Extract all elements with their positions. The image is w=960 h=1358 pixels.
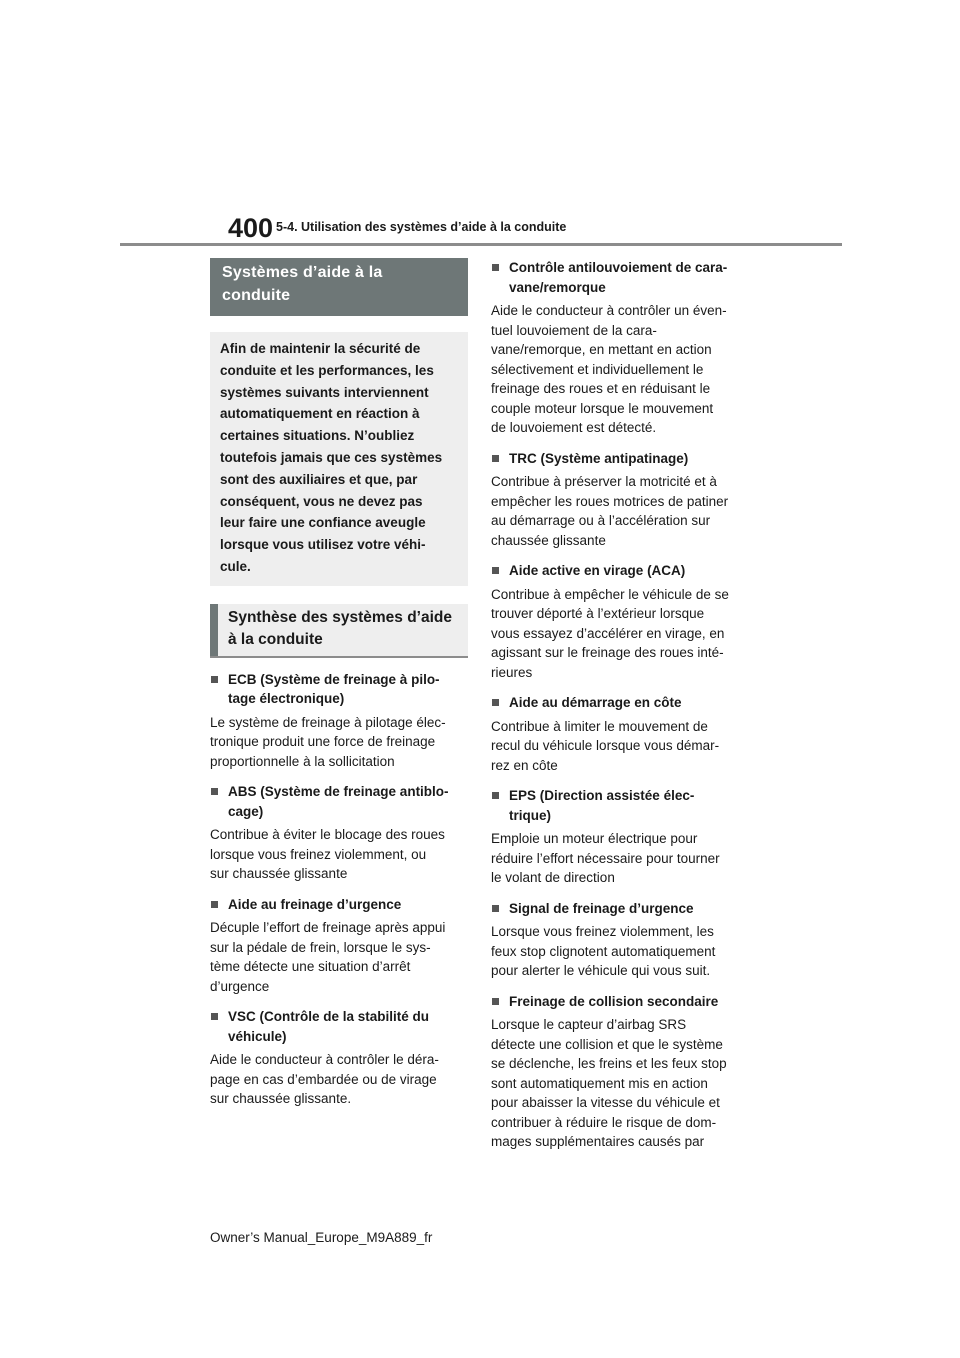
- body-line: proportionnelle à la sollicitation: [210, 753, 395, 769]
- body-line: Contribue à préserver la motricité et à: [491, 474, 717, 489]
- item-title-line: cage): [228, 803, 264, 819]
- body-line: pour alerter le véhicule qui vous suit.: [491, 963, 711, 978]
- square-bullet-icon: [492, 567, 499, 574]
- item-body: [491, 585, 749, 683]
- body-line: mages supplémentaires causés par: [491, 1134, 705, 1149]
- intro-line: systèmes suivants interviennent: [220, 384, 429, 400]
- body-line: tronique produit une force de freinage: [210, 734, 436, 750]
- intro-line: certaines situations. N’oubliez: [220, 428, 415, 444]
- item-title: [210, 670, 468, 709]
- section-banner: [210, 258, 468, 316]
- intro-line: conséquent, vous ne devez pas: [220, 493, 423, 509]
- body-line: Contribue à limiter le mouvement de: [491, 718, 708, 734]
- intro-line: conduite et les performances, les: [220, 362, 434, 378]
- square-bullet-icon: [492, 998, 499, 1005]
- item-title-line: Contrôle antilouvoiement de cara-: [509, 260, 728, 275]
- body-line: rez en côte: [491, 757, 558, 773]
- item-body: [491, 1015, 749, 1152]
- body-line: chaussée glissante: [491, 532, 606, 548]
- item-title-line: véhicule): [228, 1028, 287, 1044]
- body-line: feux stop clignotent automatiquement: [491, 943, 716, 959]
- item-title-line: vane/remorque: [509, 279, 606, 295]
- system-list-left: [210, 670, 468, 1109]
- item-body: [491, 922, 749, 981]
- system-item-eps: [491, 786, 749, 888]
- intro-line: Afin de maintenir la sécurité de: [220, 341, 421, 356]
- item-title: [210, 782, 468, 821]
- body-line: Contribue à empêcher le véhicule de se: [491, 586, 729, 602]
- square-bullet-icon: [492, 905, 499, 912]
- section-title: 5-4. Utilisation des systèmes d’aide à la conduite: [276, 220, 567, 234]
- item-title-line: Aide au démarrage en côte: [509, 695, 682, 710]
- body-line: réduire l’effort nécessaire pour tourner: [491, 850, 720, 866]
- square-bullet-icon: [492, 264, 499, 271]
- body-line: sur la pédale de frein, lorsque le sys-: [210, 939, 431, 955]
- item-title: [210, 895, 468, 915]
- footer-text: Owner’s Manual_Europe_M9A889_fr: [210, 1230, 433, 1245]
- square-bullet-icon: [492, 699, 499, 706]
- system-item-abs: [210, 782, 468, 884]
- body-line: contribuer à réduire le risque de dom-: [491, 1114, 717, 1130]
- body-line: page en cas d’embardée ou de virage: [210, 1071, 437, 1087]
- body-line: Le système de freinage à pilotage élec-: [210, 714, 446, 730]
- body-line: recul du véhicule lorsque vous démar-: [491, 738, 720, 753]
- item-title: [491, 449, 749, 469]
- body-line: le volant de direction: [491, 870, 615, 885]
- square-bullet-icon: [211, 901, 218, 908]
- intro-line: automatiquement en réaction à: [220, 406, 420, 422]
- body-line: pour abaisser la vitesse du véhicule et: [491, 1095, 720, 1110]
- item-title-line: EPS (Direction assistée élec-: [509, 788, 695, 803]
- square-bullet-icon: [211, 788, 218, 795]
- body-line: vane/remorque, en mettant en action: [491, 342, 712, 357]
- intro-box: [210, 332, 468, 586]
- item-body: [210, 713, 468, 772]
- body-line: Lorsque vous freinez violemment, les: [491, 924, 714, 939]
- body-line: au démarrage ou à l’accélération sur: [491, 513, 711, 528]
- item-title-line: trique): [509, 807, 551, 823]
- body-line: lorsque vous freinez violemment, ou: [210, 846, 427, 862]
- body-line: sélectivement et individuellement le: [491, 361, 704, 377]
- body-line: Lorsque le capteur d’airbag SRS: [491, 1017, 687, 1032]
- body-line: détecte une collision et que le système: [491, 1036, 723, 1052]
- item-title-line: tage électronique): [228, 691, 345, 707]
- body-line: Contribue à éviter le blocage des roues: [210, 827, 445, 843]
- item-title: [491, 693, 749, 713]
- item-title-line: ABS (Système de freinage antiblo-: [228, 784, 449, 800]
- body-line: sur chaussée glissante: [210, 866, 348, 882]
- item-body: [491, 717, 749, 776]
- system-item-aca: [491, 561, 749, 682]
- body-line: couple moteur lorsque le mouvement: [491, 400, 714, 416]
- body-line: rieures: [491, 664, 533, 680]
- square-bullet-icon: [211, 676, 218, 683]
- page-number: 400: [228, 213, 274, 243]
- body-line: freinage des roues et en réduisant le: [491, 381, 711, 396]
- body-line: Emploie un moteur électrique pour: [491, 831, 698, 846]
- banner-line: Systèmes d’aide à la: [222, 264, 383, 281]
- item-title: [491, 786, 749, 825]
- body-line: vous essayez d’accélérer en virage, en: [491, 625, 725, 641]
- system-item-brake-assist: [210, 895, 468, 997]
- item-body: [210, 1050, 468, 1109]
- item-title-line: Signal de freinage d’urgence: [509, 900, 694, 916]
- system-item-hill-start: [491, 693, 749, 775]
- right-column: [491, 258, 749, 1163]
- intro-line: sont des auxiliaires et que, par: [220, 471, 418, 487]
- item-title: [491, 899, 749, 919]
- item-title: [491, 992, 749, 1012]
- heading-bar: [210, 604, 218, 656]
- body-line: tuel louvoiement de la cara-: [491, 322, 657, 338]
- left-column: [210, 258, 468, 1120]
- item-body: [491, 829, 749, 888]
- item-title: [491, 561, 749, 581]
- system-item-ecb: [210, 670, 468, 772]
- item-body: [491, 301, 749, 438]
- item-title-line: VSC (Contrôle de la stabilité du: [228, 1009, 430, 1025]
- body-line: trouver déporté à l’extérieur lorsque: [491, 606, 705, 621]
- body-line: agissant sur le freinage des roues inté-: [491, 645, 724, 660]
- item-title-line: Aide au freinage d’urgence: [228, 896, 402, 912]
- intro-line: cule.: [220, 558, 251, 574]
- item-title-line: TRC (Système antipatinage): [509, 450, 689, 466]
- body-line: de louvoiement est détecté.: [491, 420, 657, 435]
- system-item-trc: [491, 449, 749, 551]
- body-line: sur chaussée glissante.: [210, 1091, 352, 1107]
- intro-line: toutefois jamais que ces systèmes: [220, 449, 443, 465]
- body-line: empêcher les roues motrices de patiner: [491, 493, 729, 509]
- square-bullet-icon: [492, 455, 499, 462]
- item-title-line: ECB (Système de freinage à pilo-: [228, 671, 440, 687]
- subsection-heading: [210, 604, 468, 658]
- body-line: Décuple l’effort de freinage après appui: [210, 920, 446, 936]
- heading-line: Synthèse des systèmes d’aide: [228, 608, 453, 626]
- body-line: Aide le conducteur à contrôler un éven-: [491, 303, 727, 318]
- body-line: Aide le conducteur à contrôler le déra-: [210, 1052, 439, 1068]
- intro-line: lorsque vous utilisez votre véhi-: [220, 537, 426, 553]
- intro-line: leur faire une confiance aveugle: [220, 515, 426, 531]
- body-line: sont automatiquement mis en action: [491, 1075, 708, 1091]
- square-bullet-icon: [211, 1013, 218, 1020]
- item-title-line: Aide active en virage (ACA): [509, 563, 686, 578]
- square-bullet-icon: [492, 792, 499, 799]
- item-title: [491, 258, 749, 297]
- item-body: [210, 918, 468, 996]
- banner-line: conduite: [222, 287, 291, 304]
- system-item-vsc: [210, 1007, 468, 1109]
- subsection-heading-text: [218, 604, 468, 656]
- header-rule: [120, 243, 842, 246]
- body-line: tème détecte une situation d’arrêt: [210, 959, 411, 975]
- heading-line: à la conduite: [228, 630, 323, 648]
- body-line: se déclenche, les freins et les feux stop: [491, 1056, 727, 1071]
- item-body: [491, 472, 749, 550]
- body-line: d’urgence: [210, 978, 270, 994]
- system-item-secondary-collision-brake: [491, 992, 749, 1152]
- item-body: [210, 825, 468, 884]
- item-title-line: Freinage de collision secondaire: [509, 993, 719, 1009]
- system-item-trailer-sway: [491, 258, 749, 438]
- item-title: [210, 1007, 468, 1046]
- system-item-emergency-brake-signal: [491, 899, 749, 981]
